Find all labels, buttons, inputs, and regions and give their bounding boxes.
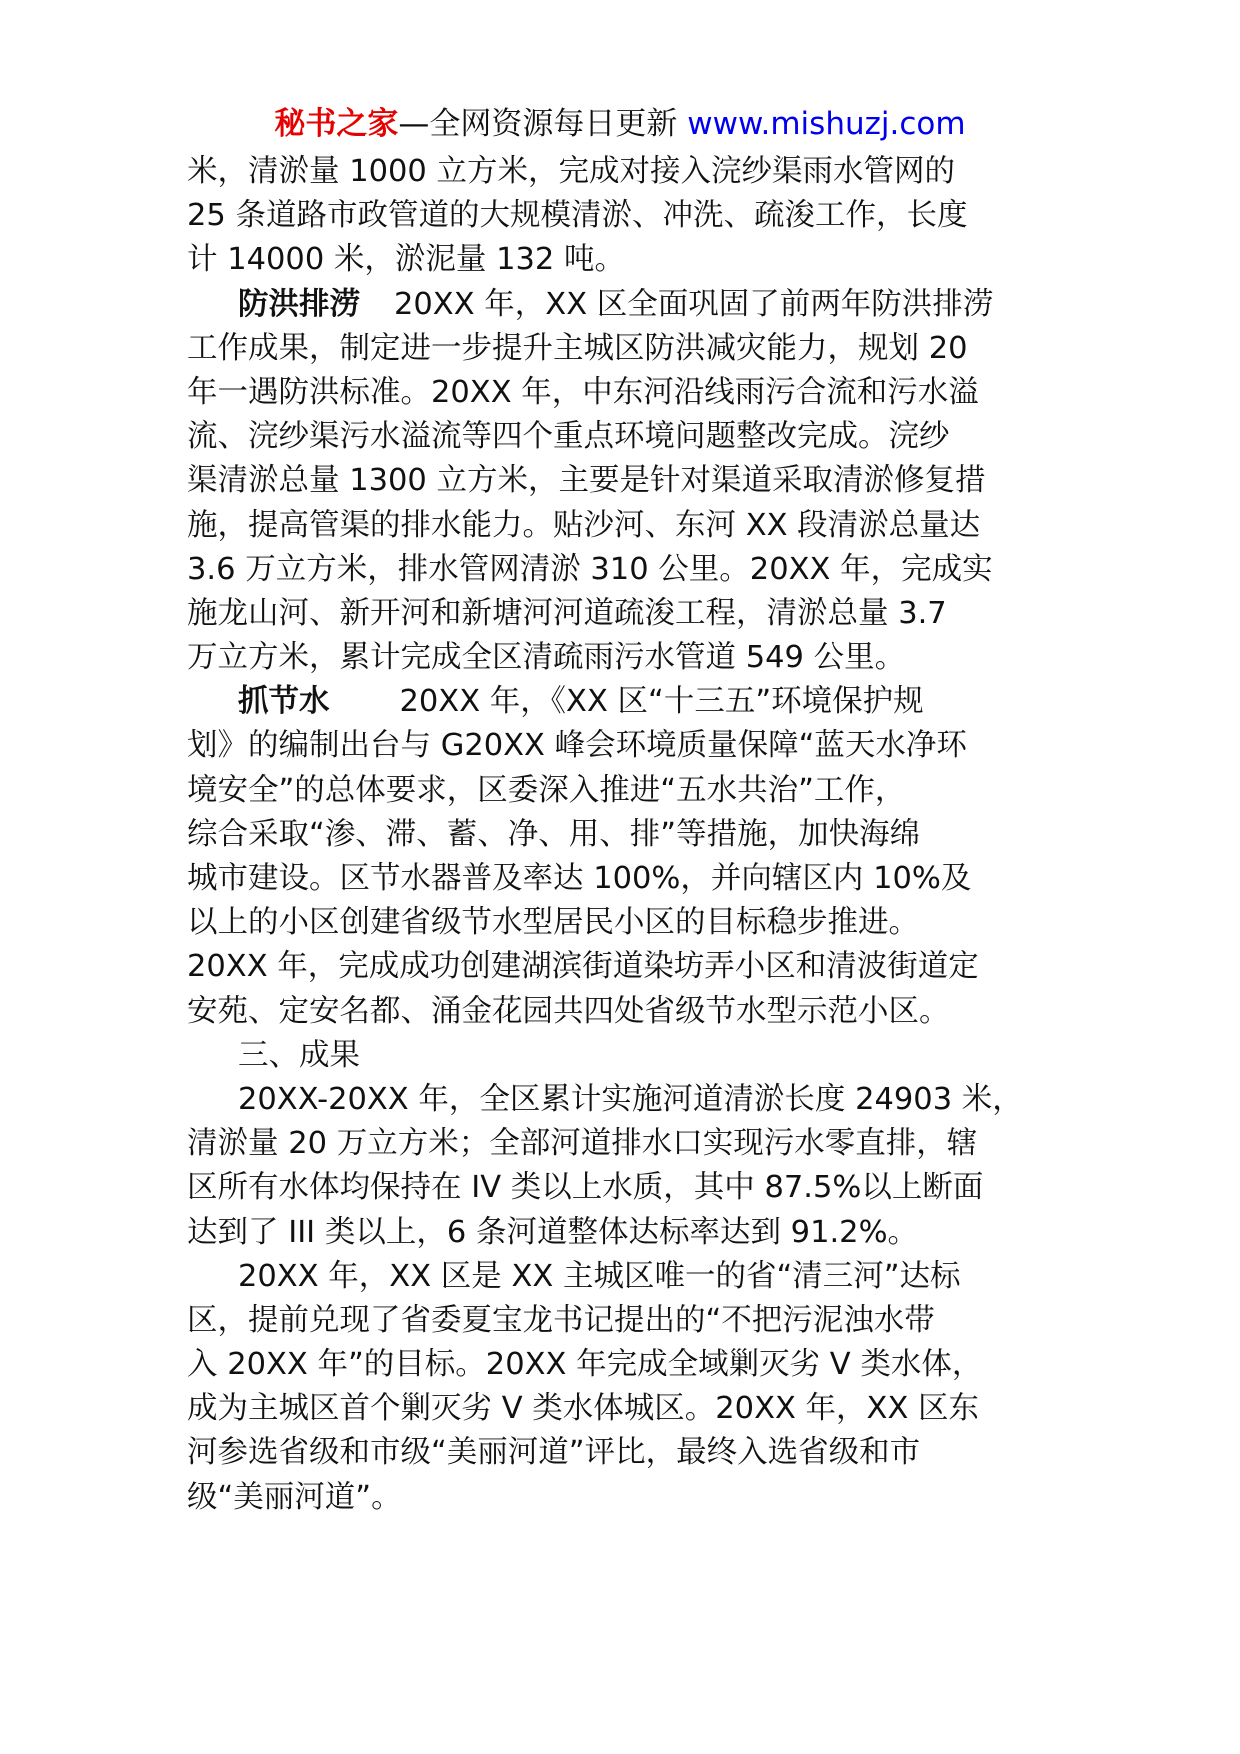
text-run: 20XX 年，《XX 区“十三五”环境保护规 (399, 684, 924, 720)
text-line: 河参选省级和市级“美丽河道”评比，最终入选省级和市 (187, 1435, 921, 1471)
text-line: 米，清淤量 1000 立方米，完成对接入浣纱渠雨水管网的 (187, 154, 956, 189)
paragraph-flood-control (187, 283, 1077, 327)
paragraph-water-saving (187, 680, 1077, 724)
text-line: 境安全”的总体要求，区委深入推进“五水共治”工作， (187, 772, 906, 808)
text-line: 20XX 年，XX 区是 XX 主城区唯一的省“清三河”达标 (238, 1258, 961, 1294)
text-line: 施龙山河、新开河和新塘河河道疏浚工程，清淤总量 3.7 (187, 595, 947, 631)
text-line: 达到了 III 类以上，6 条河道整体达标率达到 91.2%。 (187, 1214, 919, 1250)
text-line: 25 条道路市政管道的大规模清淤、冲洗、疏浚工作，长度 (187, 198, 968, 234)
text-line: 清淤量 20 万立方米；全部河道排水口实现污水零直排，辖 (187, 1126, 978, 1162)
text-line: 流、浣纱渠污水溢流等四个重点环境问题整改完成。浣纱 (187, 419, 950, 455)
text-line: 划》的编制出台与 G20XX 峰会环境质量保障“蓝天水净环 (187, 728, 967, 764)
section-heading-water-saving: 抓节水 (238, 684, 330, 720)
text-run: 20XX 年，XX 区全面巩固了前两年防洪排涝 (394, 286, 994, 322)
text-line: 级“美丽河道”。 (187, 1479, 402, 1515)
section-title-results: 三、成果 (238, 1037, 360, 1073)
text-line: 20XX 年，完成成功创建湖滨街道染坊弄小区和清波街道定 (187, 949, 979, 985)
text-line: 万立方米，累计完成全区清疏雨污水管道 549 公里。 (187, 640, 906, 676)
text-line: 安苑、定安名都、涌金花园共四处省级节水型示范小区。 (187, 993, 950, 1029)
text-line: 综合采取“渗、滞、蓄、净、用、排”等措施，加快海绵 (187, 816, 921, 852)
page-header (0, 102, 1240, 146)
text-line: 成为主城区首个剿灭劣 V 类水体城区。20XX 年，XX 区东 (187, 1391, 980, 1427)
text-line: 3.6 万立方米，排水管网清淤 310 公里。20XX 年，完成实 (187, 551, 993, 587)
section-heading-flood-control: 防洪排涝 (238, 286, 360, 322)
text-line: 计 14000 米，淤泥量 132 吨。 (187, 242, 626, 278)
text-line: 区所有水体均保持在 IV 类以上水质，其中 87.5%以上断面 (187, 1170, 984, 1206)
text-line: 区，提前兑现了省委夏宝龙书记提出的“不把污泥浊水带 (187, 1302, 935, 1338)
text-line: 以上的小区创建省级节水型居民小区的目标稳步推进。 (187, 905, 919, 941)
header-tagline: —全网资源每日更新 (398, 106, 678, 142)
text-line: 20XX-20XX 年，全区累计实施河道清淤长度 24903 米， (238, 1081, 1023, 1117)
text-line: 年一遇防洪标准。20XX 年，中东河沿线雨污合流和污水溢 (187, 374, 979, 410)
text-line: 城市建设。区节水器普及率达 100%，并向辖区内 10%及 (187, 861, 972, 896)
text-line: 工作成果，制定进一步提升主城区防洪减灾能力，规划 20 (187, 330, 968, 366)
text-line: 施，提高管渠的排水能力。贴沙河、东河 XX 段清淤总量达 (187, 507, 981, 543)
text-line: 入 20XX 年”的目标。20XX 年完成全域剿灭劣 V 类水体， (187, 1347, 983, 1383)
brand-name: 秘书之家 (274, 106, 399, 142)
site-url-link[interactable]: www.mishuzj.com (687, 106, 966, 142)
document-body (187, 150, 1077, 1520)
text-line: 渠清淤总量 1300 立方米，主要是针对渠道采取清淤修复措 (187, 463, 986, 499)
